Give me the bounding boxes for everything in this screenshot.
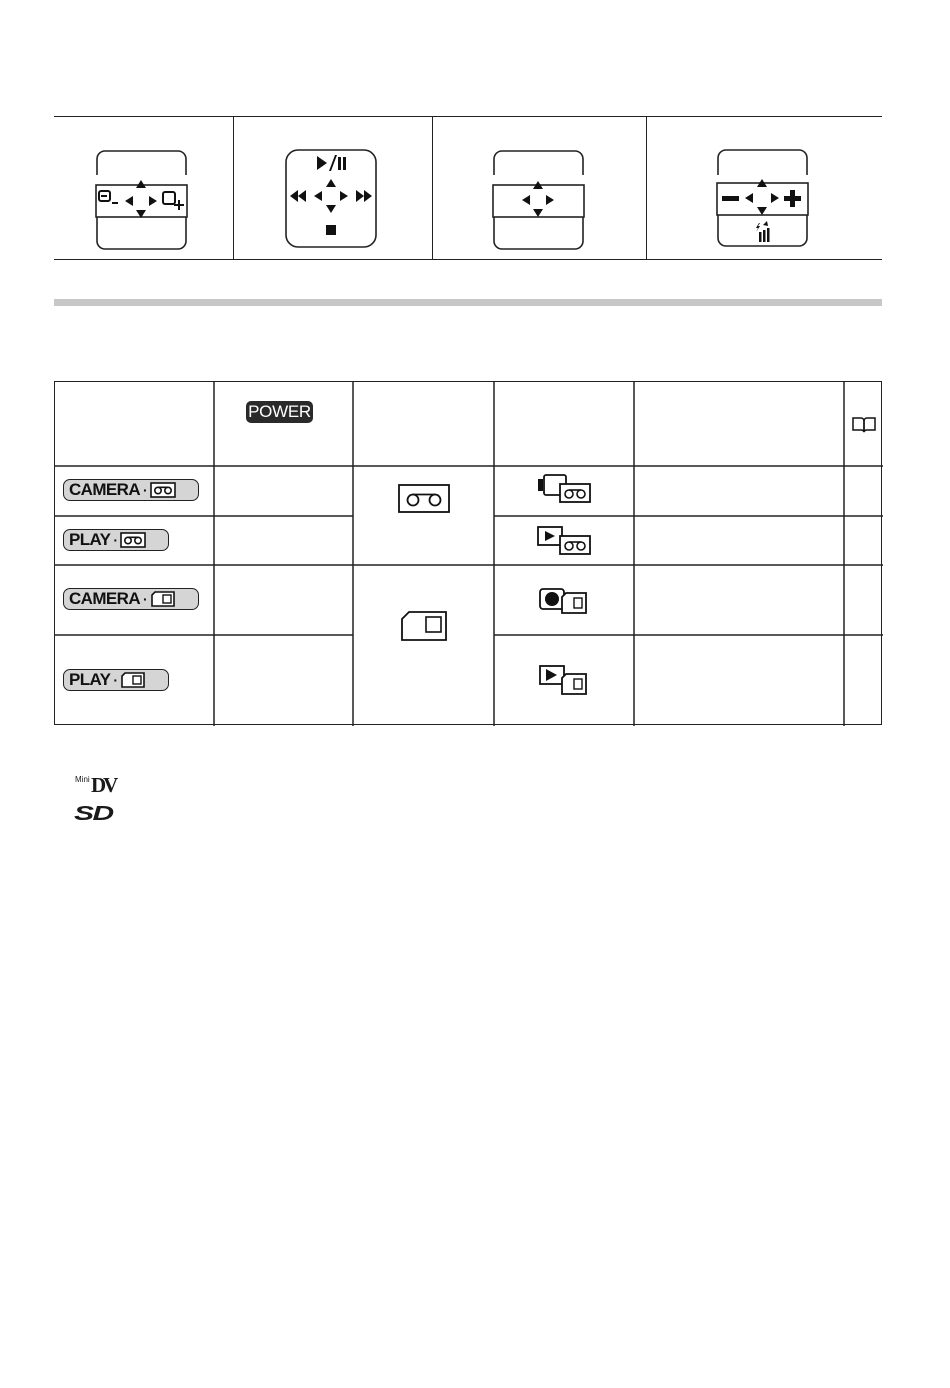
mode-separator-dot: · (113, 672, 118, 688)
play-tape-display-icon (536, 525, 592, 555)
mode-chip-label: PLAY (69, 670, 111, 689)
minidv-logo-text: DV (91, 773, 116, 797)
camera-card-display-icon (538, 585, 590, 615)
mode-chip-camera-tape (63, 479, 199, 501)
tape-icon (120, 532, 146, 548)
minidv-logo (75, 775, 135, 797)
joystick-guide-zoom (54, 117, 234, 259)
joystick-guide-exposure (647, 117, 882, 259)
joystick-guide-zoom-graphic (54, 117, 233, 259)
mode-chip-label: CAMERA (69, 589, 141, 608)
section-divider (54, 299, 882, 306)
power-badge: POWER (246, 401, 313, 423)
play-card-display-icon (538, 664, 590, 696)
mode-chip-camera-card (63, 588, 199, 610)
sd-logo-text: SD (74, 803, 113, 825)
mode-chip-play-card (63, 669, 169, 691)
joystick-guide-playback-graphic (234, 117, 432, 259)
mode-table (54, 381, 882, 725)
book-icon (851, 415, 877, 435)
joystick-guide-playback (234, 117, 433, 259)
camera-tape-display-icon (536, 473, 592, 503)
joystick-guide-navigate-graphic (433, 117, 646, 259)
mode-table-grid (55, 382, 883, 726)
tape-icon (150, 482, 176, 498)
mode-separator-dot: · (143, 482, 148, 498)
mode-chip-play-tape (63, 529, 169, 551)
mode-separator-dot: · (143, 591, 148, 607)
joystick-guide-strip (54, 116, 882, 260)
card-icon (150, 590, 176, 608)
joystick-guide-navigate (433, 117, 647, 259)
joystick-guide-exposure-graphic (647, 117, 882, 259)
minidv-logo-small-text: Mini (75, 775, 90, 784)
mode-separator-dot: · (113, 532, 118, 548)
mode-chip-label: CAMERA (69, 480, 141, 499)
tape-media-icon (398, 484, 450, 514)
sd-logo (74, 803, 128, 825)
mode-chip-label: PLAY (69, 530, 111, 549)
card-media-icon (400, 610, 448, 642)
card-icon (120, 671, 146, 689)
